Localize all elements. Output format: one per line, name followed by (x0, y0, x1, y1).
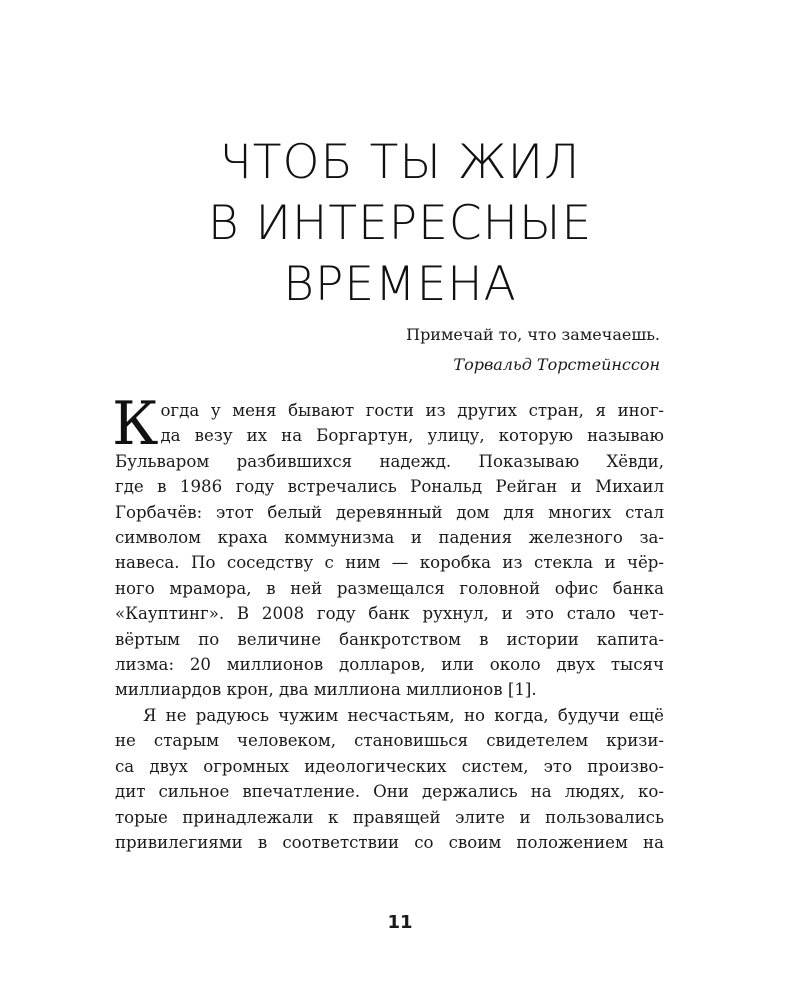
text-line: дит сильное впечатление. Они держались на людях, ко- (115, 782, 664, 802)
text-line: где в 1986 году встречались Рональд Рейган и Михаил (115, 477, 664, 497)
body-text (112, 389, 664, 855)
chapter-title-line-1: ЧТОБ ТЫ ЖИЛ (219, 135, 581, 190)
paragraph-2 (115, 703, 664, 855)
chapter-title (100, 132, 700, 315)
text-line: огда у меня бывают гости из других стран, я иног- (160, 401, 664, 420)
text-line: навеса. По соседству с ним — коробка из стекла и чёр- (115, 553, 664, 573)
text-line: са двух огромных идеологических систем, это произво- (115, 756, 664, 776)
text-line: «Кауптинг». В 2008 году банк рухнул, и это стало чет- (115, 604, 664, 624)
text-line: символом краха коммунизма и падения железного за- (115, 528, 664, 548)
text-line: лизма: 20 миллионов долларов, или около двух тысяч (115, 655, 664, 675)
epigraph-author: Торвальд Торстейнссон (453, 355, 660, 374)
text-line: Бульваром разбившихся надежд. Показываю Хёвди, (115, 451, 664, 471)
text-line: ного мрамора, в ней размещался головной офис банка (115, 578, 664, 598)
text-line: да везу их на Боргартун, улицу, которую называю (160, 426, 664, 446)
epigraph (406, 320, 660, 380)
drop-cap: К (112, 389, 159, 459)
text-line: привилегиями в соответствии со своим положением на (115, 832, 664, 852)
text-line: не старым человеком, становишься свидетелем кризи- (115, 731, 664, 751)
text-line: вёртым по величине банкротством в истории капита- (115, 629, 664, 649)
chapter-title-line-3: ВРЕМЕНА (283, 257, 517, 312)
paragraph-1 (112, 389, 664, 703)
epigraph-quote: Примечай то, что замечаешь. (406, 325, 660, 344)
text-line: миллиардов крон, два миллиона миллионов [1]. (115, 680, 537, 700)
chapter-title-line-2: В ИНТЕРЕСНЫЕ (207, 196, 593, 251)
text-line: торые принадлежали к правящей элите и пользовались (115, 807, 664, 827)
text-line: Я не радуюсь чужим несчастьям, но когда, будучи ещё (143, 705, 664, 725)
text-line: Горбачёв: этот белый деревянный дом для многих стал (115, 502, 664, 522)
page-number: 11 (387, 912, 413, 933)
